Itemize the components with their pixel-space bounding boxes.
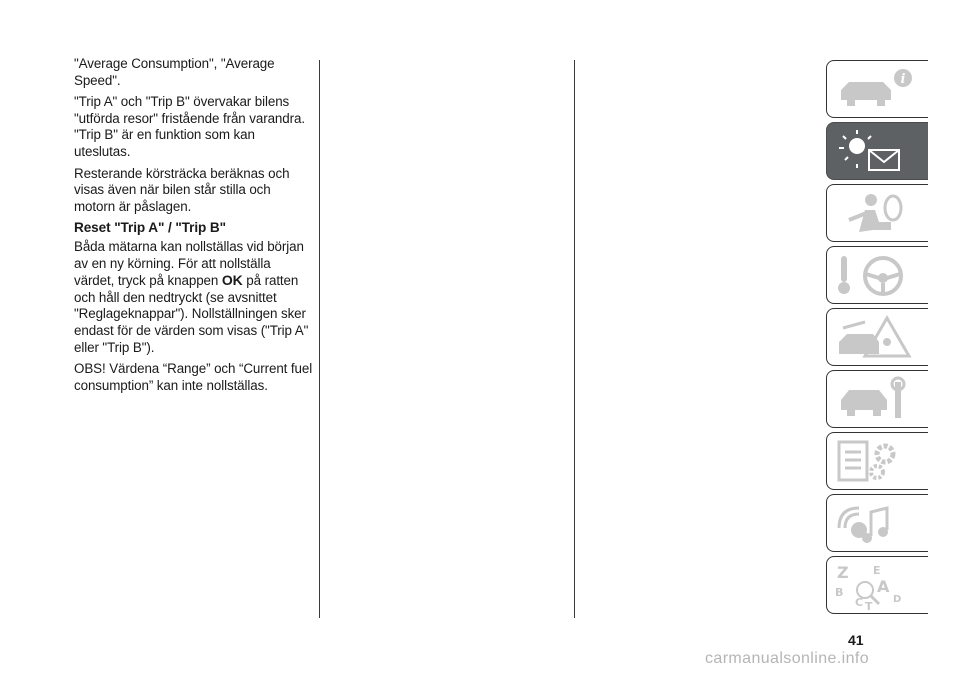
tab-car-info[interactable] xyxy=(826,60,928,118)
key-steering-wheel-icon xyxy=(835,252,921,300)
column-divider-1 xyxy=(319,60,320,618)
tab-car-warning[interactable] xyxy=(826,308,928,366)
car-warning-icon xyxy=(835,314,921,362)
index-letters-icon xyxy=(835,562,921,610)
index-letter-t: T xyxy=(865,600,873,610)
specs-gear-icon xyxy=(835,438,921,486)
ok-key: OK xyxy=(221,272,243,289)
column-divider-2 xyxy=(574,60,575,618)
car-info-icon xyxy=(835,66,921,114)
index-letter-d: D xyxy=(893,594,902,605)
tab-lights-message[interactable] xyxy=(826,122,928,180)
tab-multimedia[interactable] xyxy=(826,494,928,552)
index-letter-z: Z xyxy=(837,563,849,582)
tab-car-wrench[interactable] xyxy=(826,370,928,428)
reset-heading: Reset "Trip A" / "Trip B" xyxy=(74,220,226,236)
footer-watermark: carmanualsonline.info xyxy=(705,650,870,667)
car-wrench-icon xyxy=(835,376,921,424)
text-column xyxy=(74,56,314,399)
paragraph-trip: "Trip A" och "Trip B" övervakar bilens "utförda resor" fristående från varandra. "Trip B" är en funktion som kan uteslutas. xyxy=(74,94,305,159)
tab-index[interactable] xyxy=(826,556,928,614)
paragraph-consumption: "Average Consumption", "Average Speed". xyxy=(74,56,275,88)
tab-specs-gear[interactable] xyxy=(826,432,928,490)
svg-text:i: i xyxy=(900,72,906,87)
lights-message-icon xyxy=(835,128,921,176)
reset-text-a: Båda mätarna kan nollställas vid början av en ny körning. För att nollställa värdet, tryck på knappen xyxy=(74,238,304,289)
index-letter-b: B xyxy=(835,586,844,599)
reset-text-b: på ratten och håll den nedtryckt (se avsnittet "Reglageknappar"). Nollställningen sker endast för de värden som visas ("Trip A" eller "Trip B"). xyxy=(74,273,309,355)
paragraph-range: Resterande körsträcka beräknas och visas även när bilen står stilla och motorn är påslagen. xyxy=(74,165,290,214)
tab-key-steering[interactable] xyxy=(826,246,928,304)
multimedia-icon xyxy=(835,500,921,548)
paragraph-reset xyxy=(74,239,314,356)
paragraph-note: OBS! Värdena “Range” och “Current fuel consumption” kan inte nollställas. xyxy=(74,361,313,393)
seat-airbag-icon xyxy=(835,190,921,238)
page-number: 41 xyxy=(848,632,864,648)
index-letter-e: E xyxy=(873,564,881,577)
chapter-tabs xyxy=(826,60,930,618)
index-letter-c: C xyxy=(855,596,864,609)
index-letter-a: A xyxy=(877,577,890,596)
tab-seat-airbag[interactable] xyxy=(826,184,928,242)
